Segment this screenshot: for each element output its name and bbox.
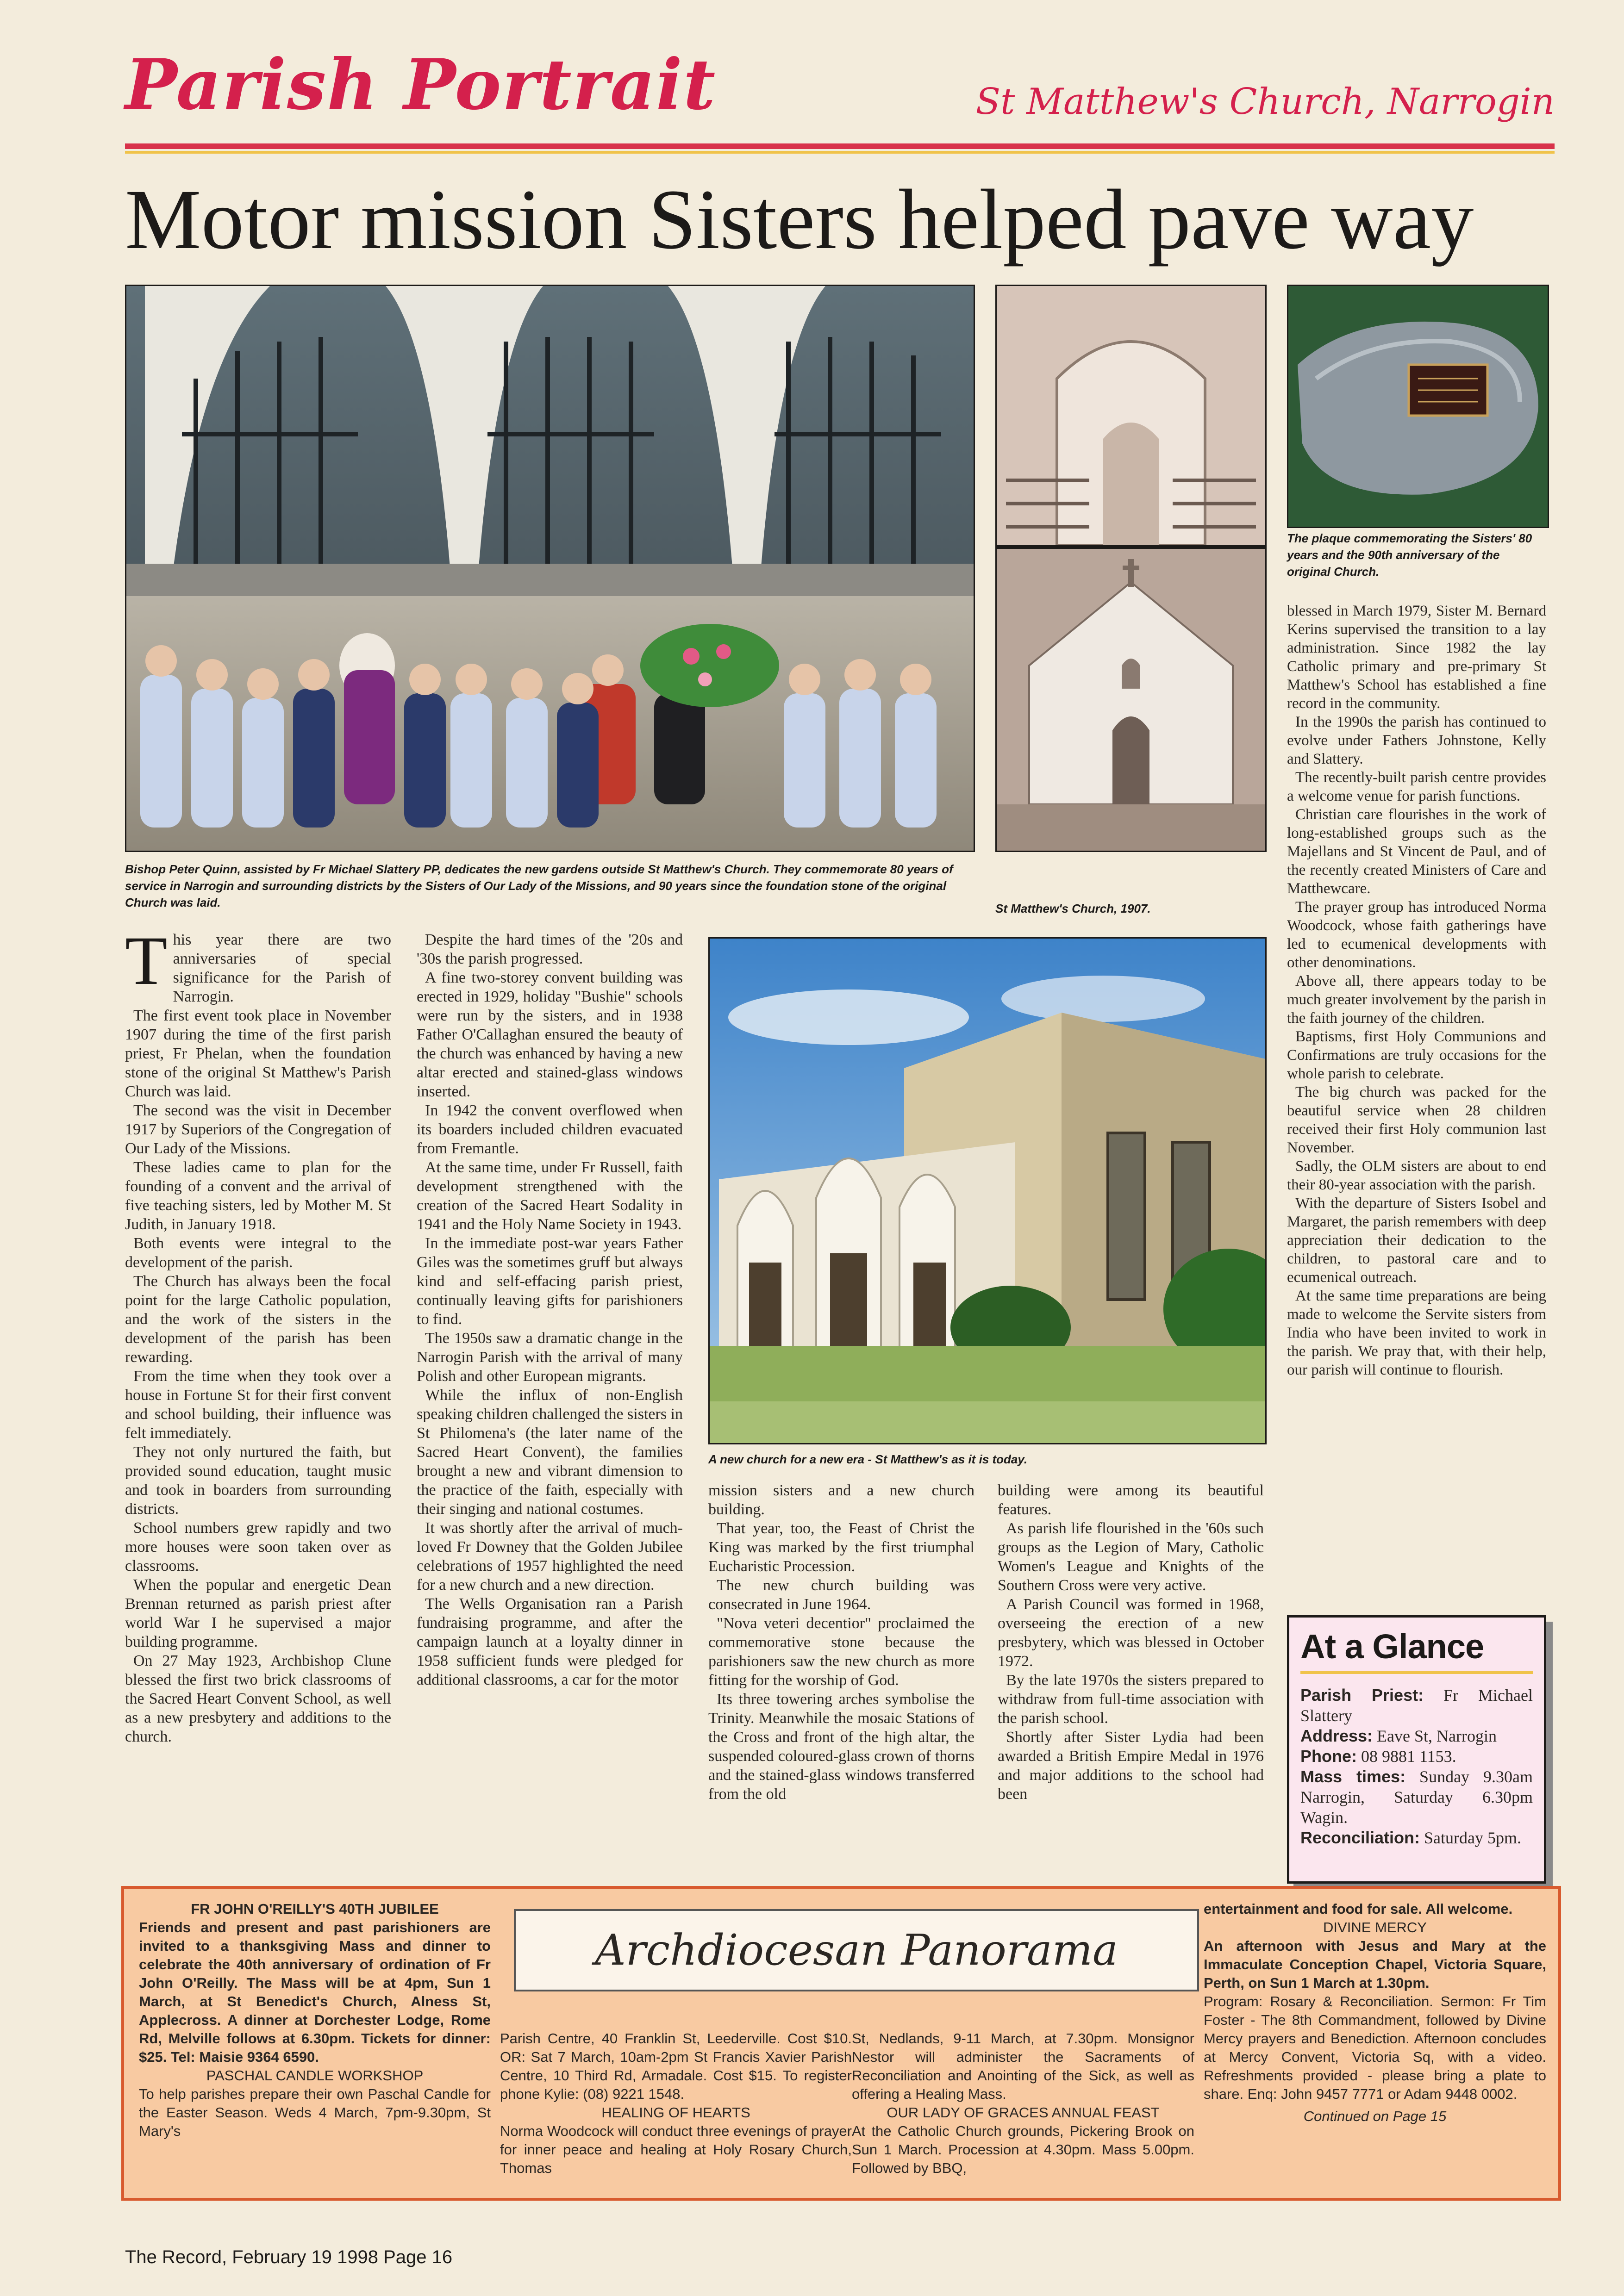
panorama-text: entertainment and food for sale. All welcome. [1204,1901,1513,1917]
article-paragraph: "Nova veteri decentior" proclaimed the commemorative stone because the parishioners saw the new church as more fitting for the worship of God. [708,1615,974,1689]
article-paragraph: The prayer group has introduced Norma Woodcock, whose faith gatherings have led to ecumenical developments with other denominations. [1287,899,1546,971]
article-column-3 [708,1481,974,1804]
article-paragraph: The new church building was consecrated in June 1964. [708,1577,974,1613]
masthead-rule [125,143,1555,149]
graces-heading: OUR LADY OF GRACES ANNUAL FEAST [887,2104,1160,2121]
panorama-text: St, Nedlands, 9-11 March, at 7.30pm. Monsignor Nestor will administer the Sacraments of Reconciliation and Anointing of the Sick, as well as offering a Healing Mass. [852,2030,1194,2102]
article-column-4 [998,1481,1264,1804]
jubilee-heading: FR JOHN O'REILLY'S 40TH JUBILEE [191,1901,439,1917]
masthead-rule-accent [125,151,1555,154]
article-paragraph: That year, too, the Feast of Christ the King was marked by the first triumphal Eucharistic Procession. [708,1520,974,1575]
church-1907-caption: St Matthew's Church, 1907. [995,902,1151,915]
address-label: Address: [1300,1726,1373,1745]
article-paragraph: From the time when they took over a house in Fortune St for their first convent and school building, their influence was felt immediately. [125,1368,391,1442]
mass-times-label: Mass times: [1300,1767,1406,1786]
article-column-1 [125,922,391,1746]
article-paragraph: blessed in March 1979, Sister M. Bernard Kerins supervised the transition to a lay administration. Since 1982 the lay Catholic primary and pre-primary St Matthew's School has established a fine record in the community. [1287,603,1546,712]
phone-label: Phone: [1300,1747,1357,1766]
article-paragraph: building were among its beautiful features. [998,1482,1264,1518]
jubilee-text: Friends and present and past parishioners are invited to a thanksgiving Mass and dinner to celebrate the 40th anniversary of ordination of Fr John O'Reilly. The Mass will be at 4pm, Sun 1 March, at St Benedict's Church, Alness St, Applecross. A dinner at Dorchester Lodge, Rome Rd, Melville follows at 6.30pm. Tickets for dinner: $25. Tel: Maisie 9364 6590. [139,1919,491,2065]
article-paragraph: Shortly after Sister Lydia had been awarded a British Empire Medal in 1976 and major additions to the school had been [998,1729,1264,1803]
headline: Motor mission Sisters helped pave way [125,172,1474,267]
church-1907-photo [995,285,1267,852]
article-paragraph: When the popular and energetic Dean Brennan returned as parish priest after world War I he supervised a major building programme. [125,1576,391,1650]
article-paragraph: With the departure of Sisters Isobel and Margaret, the parish remembers with deep appreciation their dedication to the children, to pastoral care and to ecumenical outreach. [1287,1195,1546,1286]
article-paragraph: The first event took place in November 1907 during the time of the first parish priest, Fr Phelan, when the foundation stone of the original St Matthew's Parish Church was laid. [125,1007,391,1100]
reconciliation-label: Reconciliation: [1300,1828,1420,1847]
article-paragraph: The 1950s saw a dramatic change in the Narrogin Parish with the arrival of many Polish and other European migrants. [417,1330,683,1385]
continued-link[interactable]: Continued on Page 15 [1303,2108,1447,2124]
article-paragraph: These ladies came to plan for the founding of a convent and the arrival of five teaching sisters, led by Mother M. St Judith, in January 1918. [125,1159,391,1233]
panorama-text: Parish Centre, 40 Franklin St, Leederville. Cost $10. OR: Sat 7 March, 10am-2pm St Francis Xavier Parish Centre, 10 Third Rd, Armadale. Cost $15. To register phone Kylie: (08) 9221 1548. [500,2030,852,2102]
hearts-heading: HEALING OF HEARTS [601,2104,750,2121]
plaque-photo [1287,285,1549,528]
article-paragraph: School numbers grew rapidly and two more houses were soon taken over as classrooms. [125,1519,391,1574]
article-paragraph: Despite the hard times of the '20s and '30s the parish progressed. [417,931,683,967]
plaque-caption: The plaque commemorating the Sisters' 80 years and the 90th anniversary of the original Church. [1287,531,1532,579]
article-paragraph: As parish life flourished in the '60s such groups as the Legion of Mary, Catholic Women's League and Knights of the Southern Cross were very active. [998,1520,1264,1594]
article-paragraph: Both events were integral to the development of the parish. [125,1235,391,1271]
candle-text: To help parishes prepare their own Paschal Candle for the Easter Season. Weds 4 March, 7pm-9.30pm, St Mary's [139,2086,491,2139]
mercy-text: Program: Rosary & Reconciliation. Sermon: Fr Tim Foster - The 8th Commandment, followed by Divine Mercy prayers and Benediction. Afternoon concludes at Mercy Convent, Victoria Sq, with a video. Refreshments provided - please bring a plate to share. Enq: John 9457 7771 or Adam 9448 0002. [1204,1993,1546,2102]
article-paragraph: At the same time, under Fr Russell, faith development strengthened with the creation of the Sacred Heart Sodality in 1941 and the Holy Name Society in 1943. [417,1159,683,1233]
panorama-column-2 [500,2029,852,2178]
glance-title: At a Glance [1300,1627,1484,1666]
article-paragraph: Baptisms, first Holy Communions and Confirmations are truly occasions for the whole parish to celebrate. [1287,1028,1546,1082]
article-paragraph: On 27 May 1923, Archbishop Clune blessed the first two brick classrooms of the Sacred Heart Convent School, as well as a new presbytery and additions to the church. [125,1652,391,1745]
priest-label: Parish Priest: [1300,1686,1424,1705]
panorama-title: Archdiocesan Panorama [595,1925,1118,1975]
mercy-heading: DIVINE MERCY [1323,1919,1427,1935]
page-footer: The Record, February 19 1998 Page 16 [125,2247,453,2267]
section-title: Parish Portrait [125,44,717,125]
panorama-column-4 [1204,1900,1546,2126]
article-paragraph: The recently-built parish centre provides a welcome venue for parish functions. [1287,769,1546,804]
glance-rule [1300,1671,1533,1674]
panorama-column-1 [139,1900,491,2140]
article-paragraph: Sadly, the OLM sisters are about to end their 80-year association with the parish. [1287,1158,1546,1193]
article-paragraph: The Wells Organisation ran a Parish fundraising programme, and after the campaign launch at a loyalty dinner in 1958 sufficient funds were pledged for additional classrooms, a car for the motor [417,1595,683,1688]
at-a-glance-box [1287,1615,1546,1884]
church-name: St Matthew's Church, Narrogin [975,81,1555,123]
article-paragraph: mission sisters and a new church building. [708,1482,974,1518]
article-paragraph: In 1942 the convent overflowed when its boarders included children evacuated from Fremantle. [417,1102,683,1157]
article-paragraph: It was shortly after the arrival of much-loved Fr Downey that the Golden Jubilee celebrations of 1957 highlighted the need for a new church and a new direction. [417,1519,683,1593]
article-paragraph: At the same time preparations are being made to welcome the Servite sisters from India who have been invited to work in the parish. We pray that, with their help, our parish will continue to flourish. [1287,1288,1546,1378]
article-paragraph: A fine two-storey convent building was erected in 1929, holiday "Bushie" schools were run by the sisters, and in 1938 Father O'Callaghan ensured the beauty of the church was enhanced by having a new altar erected and stained-glass windows inserted. [417,969,683,1100]
article-paragraph: The second was the visit in December 1917 by Superiors of the Congregation of Our Lady of the Missions. [125,1102,391,1157]
panorama-title-box [514,1909,1199,1991]
hearts-text: Norma Woodcock will conduct three evenings of prayer for inner peace and healing at Holy Rosary Church, Thomas [500,2123,852,2176]
article-column-2 [417,930,683,1689]
article-paragraph: Above all, there appears today to be much greater involvement by the parish in the faith journey of the children. [1287,973,1546,1027]
new-church-caption: A new church for a new era - St Matthew's as it is today. [708,1452,1028,1466]
article-paragraph: Christian care flourishes in the work of long-established groups such as the Majellans and St Vincent de Paul, and of the recently created Ministers of Care and Matthewcare. [1287,806,1546,897]
article-paragraph: By the late 1970s the sisters prepared to withdraw from full-time association with the parish school. [998,1672,1264,1727]
graces-text: At the Catholic Church grounds, Pickering Brook on Sun 1 March. Procession at 4.30pm. Mass 5.00pm. Followed by BBQ, [852,2123,1194,2176]
article-paragraph: The Church has always been the focal point for the large Catholic population, and the work of the sisters in the development of the parish has been rewarding. [125,1273,391,1366]
article-paragraph: In the immediate post-war years Father Giles was the sometimes gruff but always kind and self-effacing parish priest, continually leaving gifts for parishioners to find. [417,1235,683,1328]
article-paragraph: A Parish Council was formed in 1968, overseeing the erection of a new presbytery, which was blessed in October 1972. [998,1596,1264,1670]
article-paragraph: While the influx of non-English speaking children challenged the sisters in St Philomena's (the later name of the Sacred Heart Convent), the families brought a new and vibrant dimension to the practice of the faith, especially with their singing and national costumes. [417,1387,683,1518]
article-paragraph: They not only nurtured the faith, but provided sound education, taught music and took in boarders from surrounding districts. [125,1444,391,1518]
panorama-column-3 [852,2029,1194,2178]
new-church-photo [708,937,1267,1444]
dedication-photo [125,285,975,852]
phone-value: 08 9881 1153. [1361,1747,1456,1766]
article-paragraph: The big church was packed for the beautiful service when 28 children received their first Holy communion last November. [1287,1084,1546,1156]
candle-heading: PASCHAL CANDLE WORKSHOP [206,2067,424,2084]
address-value: Eave St, Narrogin [1377,1727,1497,1745]
article-column-5 [1287,602,1546,1379]
mercy-bold: An afternoon with Jesus and Mary at the Immaculate Conception Chapel, Victoria Square, Perth, on Sun 1 March at 1.30pm. [1204,1938,1546,1991]
article-paragraph: In the 1990s the parish has continued to evolve under Fathers Johnstone, Kelly and Slattery. [1287,714,1546,767]
priest-value: Fr Michael Slattery [1300,1686,1533,1725]
mass-times-value: Sunday 9.30am Narrogin, Saturday 6.30pm Wagin. [1300,1767,1533,1827]
article-paragraph: his year there are two anniversaries of special significance for the Parish of Narrogin. [173,931,391,1005]
glance-body [1300,1685,1533,1848]
drop-cap: T [125,922,168,999]
article-paragraph: Its three towering arches symbolise the Trinity. Meanwhile the mosaic Stations of the Cross and front of the high altar, the suspended coloured-glass crown of thorns and the stained-glass windows transferred from the old [708,1691,974,1803]
main-photo-caption: Bishop Peter Quinn, assisted by Fr Michael Slattery PP, dedicates the new gardens outside St Matthew's Church. They commemorate 80 years of service in Narrogin and surrounding districts by the Sisters of Our Lady of the Missions, and 90 years since the foundation stone of the original Church was laid. [125,862,953,909]
reconciliation-value: Saturday 5pm. [1424,1829,1522,1847]
